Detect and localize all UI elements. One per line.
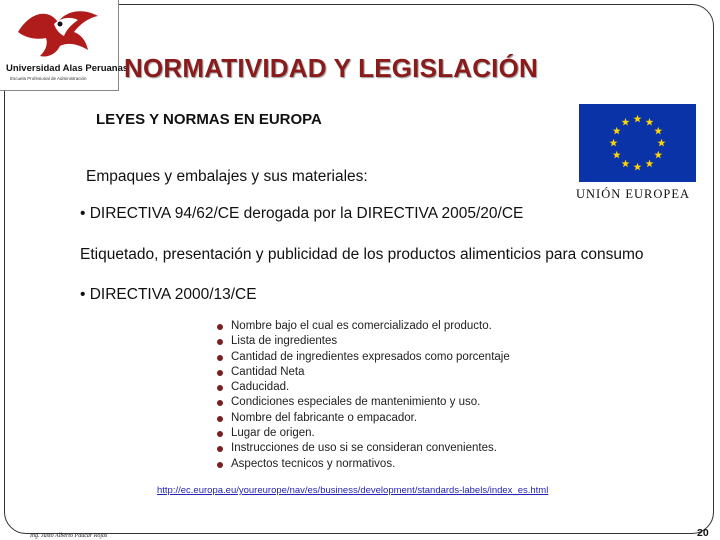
- eu-flag-icon: [579, 104, 696, 182]
- list-item: Cantidad de ingredientes expresados como porcentaje: [216, 350, 510, 365]
- bullet-icon: [217, 462, 223, 468]
- labeling-heading: Etiquetado, presentación y publicidad de los productos alimenticios para consumo: [80, 246, 644, 263]
- bullet-icon: [217, 339, 223, 345]
- label-requirements-list: [216, 319, 510, 472]
- bullet-icon: [217, 431, 223, 437]
- bullet-icon: [217, 370, 223, 376]
- packaging-heading: Empaques y embalajes y sus materiales:: [86, 168, 368, 185]
- list-item: Cantidad Neta: [216, 365, 510, 380]
- directive-labeling: • DIRECTIVA 2000/13/CE: [80, 286, 257, 303]
- footer-author: Ing. Justo Alberto Paucar Rojas: [30, 533, 108, 539]
- page-number: 20: [697, 527, 709, 539]
- list-item: Instrucciones de uso si se consideran convenientes.: [216, 441, 510, 456]
- list-item: Condiciones especiales de mantenimiento y uso.: [216, 395, 510, 410]
- bullet-icon: [217, 355, 223, 361]
- list-item: Aspectos tecnicos y normativos.: [216, 457, 510, 472]
- slide-title: NORMATIVIDAD Y LEGISLACIÓN: [124, 53, 539, 83]
- list-item: Caducidad.: [216, 380, 510, 395]
- condor-logo-icon: [14, 4, 102, 60]
- section-heading: LEYES Y NORMAS EN EUROPA: [96, 111, 322, 128]
- bullet-icon: [217, 416, 223, 422]
- bullet-icon: [217, 324, 223, 330]
- list-item: Lugar de origen.: [216, 426, 510, 441]
- directive-packaging: • DIRECTIVA 94/62/CE derogada por la DIRECTIVA 2005/20/CE: [80, 205, 524, 222]
- bullet-icon: [217, 446, 223, 452]
- university-name: Universidad Alas Peruanas: [6, 63, 129, 74]
- eu-standards-link[interactable]: http://ec.europa.eu/youreurope/nav/es/business/development/standards-labels/index_es.html: [157, 485, 549, 496]
- list-item: Nombre del fabricante o empacador.: [216, 411, 510, 426]
- university-tagline: Escuela Profesional de Administración: [10, 76, 87, 81]
- bullet-icon: [217, 385, 223, 391]
- eu-caption: UNIÓN EUROPEA: [576, 187, 691, 201]
- list-item: Lista de ingredientes: [216, 334, 510, 349]
- list-item: Nombre bajo el cual es comercializado el producto.: [216, 319, 510, 334]
- bullet-icon: [217, 400, 223, 406]
- university-logo: [0, 0, 129, 91]
